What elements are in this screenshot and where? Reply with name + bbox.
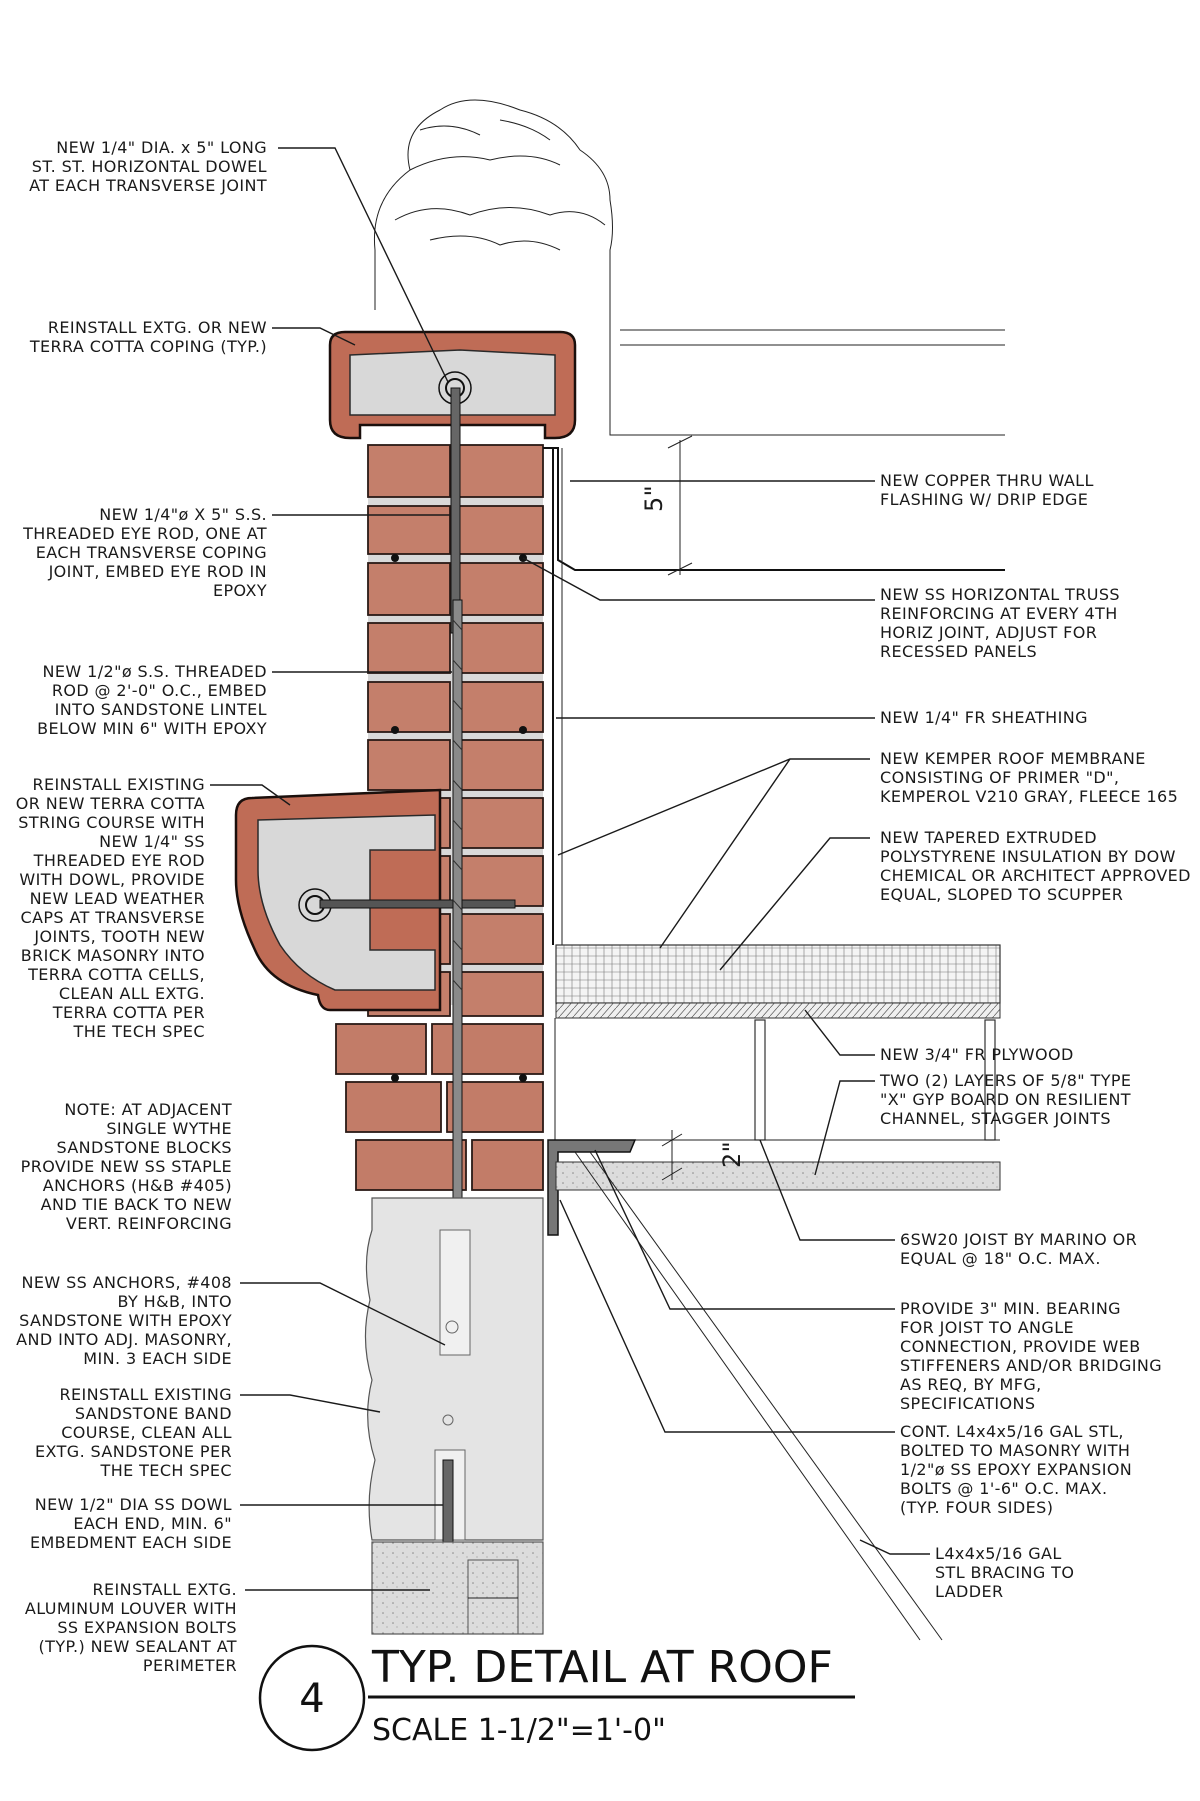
detail-number: 4	[299, 1676, 325, 1722]
note-angle-line-2: BOLTED TO MASONRY WITH	[900, 1441, 1131, 1460]
note-louver-line-5: PERIMETER	[142, 1656, 237, 1675]
note-sandstone-band-line-5: THE TECH SPEC	[100, 1461, 232, 1480]
dimension-2in: 2"	[718, 1140, 746, 1168]
note-eye-rod-line-5: EPOXY	[212, 581, 267, 600]
note-ss-dowl-line-2: EACH END, MIN. 6"	[73, 1514, 232, 1533]
note-threaded-rod-line-2: ROD @ 2'-0" O.C., EMBED	[51, 681, 267, 700]
note-joist-line-2: EQUAL @ 18" O.C. MAX.	[900, 1249, 1101, 1268]
note-eye-rod-line-4: JOINT, EMBED EYE ROD IN	[48, 562, 267, 581]
note-adjacent-line-4: PROVIDE NEW SS STAPLE	[20, 1157, 232, 1176]
aluminum-louver	[372, 1542, 543, 1634]
note-louver-line-3: SS EXPANSION BOLTS	[57, 1618, 237, 1637]
note-adjacent-line-6: AND TIE BACK TO NEW	[40, 1195, 232, 1214]
note-adjacent-line-2: SINGLE WYTHE	[106, 1119, 232, 1138]
note-string-course-line-8: CAPS AT TRANSVERSE	[20, 908, 205, 927]
note-bearing-line-2: FOR JOIST TO ANGLE	[900, 1318, 1075, 1337]
note-string-course-line-2: OR NEW TERRA COTTA	[15, 794, 205, 813]
note-insulation-line-3: CHEMICAL OR ARCHITECT APPROVED	[880, 866, 1191, 885]
note-adjacent-line-7: VERT. REINFORCING	[65, 1214, 232, 1233]
detail-scale: SCALE 1-1/2"=1'-0"	[372, 1713, 666, 1748]
note-joist	[760, 1140, 1137, 1268]
note-flashing-line-1: NEW COPPER THRU WALL	[880, 471, 1094, 490]
note-dowel-line-3: AT EACH TRANSVERSE JOINT	[29, 176, 267, 195]
note-string-course-line-5: THREADED EYE ROD	[33, 851, 205, 870]
note-string-course-line-12: CLEAN ALL EXTG.	[58, 984, 205, 1003]
note-truss	[523, 558, 1120, 661]
note-string-course-line-3: STRING COURSE WITH	[18, 813, 205, 832]
note-insulation-line-2: POLYSTYRENE INSULATION BY DOW	[880, 847, 1176, 866]
note-truss-line-2: REINFORCING AT EVERY 4TH	[880, 604, 1118, 623]
note-gyp	[815, 1071, 1131, 1175]
note-sandstone-band-line-3: COURSE, CLEAN ALL	[61, 1423, 232, 1442]
note-string-course-line-1: REINSTALL EXISTING	[32, 775, 205, 794]
note-adjacent-line-1: NOTE: AT ADJACENT	[64, 1100, 232, 1119]
note-bearing-line-6: SPECIFICATIONS	[900, 1394, 1036, 1413]
note-anchors-line-4: AND INTO ADJ. MASONRY,	[16, 1330, 232, 1349]
note-bearing-line-1: PROVIDE 3" MIN. BEARING	[900, 1299, 1121, 1318]
note-eye-rod-line-1: NEW 1/4"ø X 5" S.S.	[99, 505, 267, 524]
note-dowel-line-2: ST. ST. HORIZONTAL DOWEL	[31, 157, 267, 176]
note-membrane-line-1: NEW KEMPER ROOF MEMBRANE	[880, 749, 1146, 768]
vertical-threaded-rod	[451, 388, 462, 1240]
note-ss-dowl-line-1: NEW 1/2" DIA SS DOWL	[34, 1495, 232, 1514]
note-sandstone-band-line-4: EXTG. SANDSTONE PER	[35, 1442, 232, 1461]
note-eye-rod-line-2: THREADED EYE ROD, ONE AT	[23, 524, 267, 543]
note-string-course-line-13: TERRA COTTA PER	[52, 1003, 205, 1022]
note-sandstone-band	[35, 1385, 380, 1480]
note-insulation-line-4: EQUAL, SLOPED TO SCUPPER	[880, 885, 1124, 904]
note-truss-line-1: NEW SS HORIZONTAL TRUSS	[880, 585, 1120, 604]
note-sandstone-band-line-2: SANDSTONE BAND	[74, 1404, 232, 1423]
note-eye-rod-line-3: EACH TRANSVERSE COPING	[35, 543, 267, 562]
note-string-course-line-9: JOINTS, TOOTH NEW	[34, 927, 205, 946]
note-truss-line-3: HORIZ JOINT, ADJUST FOR	[880, 623, 1098, 642]
note-anchors-line-3: SANDSTONE WITH EPOXY	[19, 1311, 232, 1330]
note-gyp-line-2: "X" GYP BOARD ON RESILIENT	[880, 1090, 1131, 1109]
note-threaded-rod-line-4: BELOW MIN 6" WITH EPOXY	[37, 719, 267, 738]
note-truss-line-4: RECESSED PANELS	[880, 642, 1038, 661]
note-string-course-line-10: BRICK MASONRY INTO	[20, 946, 205, 965]
note-insulation-line-1: NEW TAPERED EXTRUDED	[880, 828, 1097, 847]
note-louver	[25, 1580, 430, 1675]
note-anchors-line-5: MIN. 3 EACH SIDE	[83, 1349, 232, 1368]
note-adjacent-line-5: ANCHORS (H&B #405)	[42, 1176, 232, 1195]
note-sheathing	[556, 708, 1088, 727]
note-plywood-line-1: NEW 3/4" FR PLYWOOD	[880, 1045, 1074, 1064]
note-adjacent	[21, 1100, 232, 1233]
note-angle-line-3: 1/2"ø SS EPOXY EXPANSION	[900, 1460, 1133, 1479]
note-bracing-line-3: LADDER	[935, 1582, 1004, 1601]
note-dowel-line-1: NEW 1/4" DIA. x 5" LONG	[56, 138, 267, 157]
note-gyp-line-3: CHANNEL, STAGGER JOINTS	[880, 1109, 1111, 1128]
note-angle-line-5: (TYP. FOUR SIDES)	[900, 1498, 1054, 1517]
note-bearing-line-4: STIFFENERS AND/OR BRIDGING	[900, 1356, 1163, 1375]
note-ss-dowl-line-3: EMBEDMENT EACH SIDE	[29, 1533, 232, 1552]
note-joist-line-1: 6SW20 JOIST BY MARINO OR	[900, 1230, 1138, 1249]
note-membrane-line-3: KEMPEROL V210 GRAY, FLEECE 165	[880, 787, 1179, 806]
note-string-course-line-14: THE TECH SPEC	[73, 1022, 205, 1041]
note-angle-line-4: BOLTS @ 1'-6" O.C. MAX.	[900, 1479, 1108, 1498]
note-sandstone-band-line-1: REINSTALL EXISTING	[59, 1385, 232, 1404]
dimension-5in: 5"	[640, 484, 668, 512]
note-angle-line-1: CONT. L4x4x5/16 GAL STL,	[900, 1422, 1124, 1441]
note-louver-line-2: ALUMINUM LOUVER WITH	[24, 1599, 237, 1618]
note-coping-line-1: REINSTALL EXTG. OR NEW	[47, 318, 267, 337]
note-threaded-rod-line-1: NEW 1/2"ø S.S. THREADED	[42, 662, 267, 681]
note-membrane-line-2: CONSISTING OF PRIMER "D",	[880, 768, 1120, 787]
note-flashing-line-2: FLASHING W/ DRIP EDGE	[880, 490, 1089, 509]
note-bearing-line-3: CONNECTION, PROVIDE WEB	[900, 1337, 1141, 1356]
right-notes	[523, 471, 1191, 1601]
note-bracing-line-2: STL BRACING TO	[935, 1563, 1075, 1582]
detail-title: TYP. DETAIL AT ROOF	[372, 1642, 833, 1693]
note-sheathing-line-1: NEW 1/4" FR SHEATHING	[880, 708, 1088, 727]
dimension-marks	[640, 436, 746, 1180]
note-coping	[29, 318, 355, 356]
note-string-course-line-4: NEW 1/4" SS	[99, 832, 205, 851]
note-anchors-line-2: BY H&B, INTO	[117, 1292, 232, 1311]
note-coping-line-2: TERRA COTTA COPING (TYP.)	[29, 337, 267, 356]
note-bearing-line-5: AS REQ, BY MFG,	[900, 1375, 1042, 1394]
note-threaded-rod-line-3: INTO SANDSTONE LINTEL	[54, 700, 267, 719]
note-louver-line-4: (TYP.) NEW SEALANT AT	[38, 1637, 237, 1656]
note-bracing-line-1: L4x4x5/16 GAL	[935, 1544, 1062, 1563]
note-string-course-line-7: NEW LEAD WEATHER	[29, 889, 205, 908]
note-string-course-line-11: TERRA COTTA CELLS,	[28, 965, 205, 984]
note-string-course-line-6: WITH DOWL, PROVIDE	[19, 870, 205, 889]
note-anchors-line-1: NEW SS ANCHORS, #408	[21, 1273, 232, 1292]
note-gyp-line-1: TWO (2) LAYERS OF 5/8" TYPE	[880, 1071, 1132, 1090]
title-block	[260, 1642, 855, 1750]
note-louver-line-1: REINSTALL EXTG.	[92, 1580, 237, 1599]
note-adjacent-line-3: SANDSTONE BLOCKS	[56, 1138, 232, 1157]
